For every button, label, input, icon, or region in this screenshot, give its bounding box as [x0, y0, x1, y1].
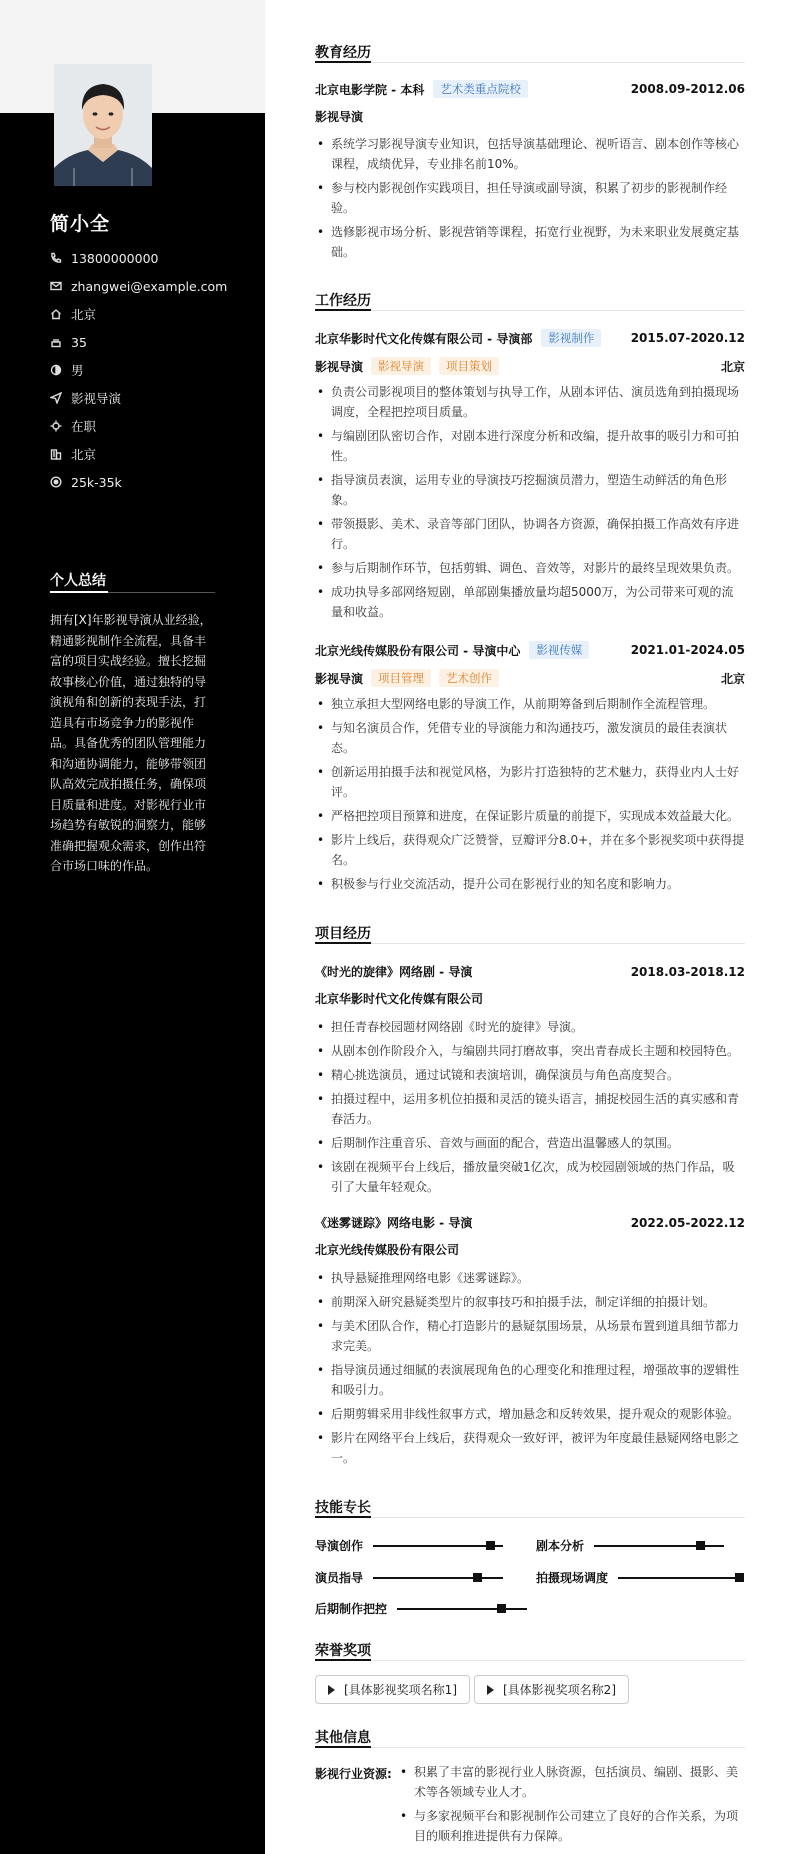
divider-accent [315, 942, 371, 944]
list-item: • 创新运用拍摄手法和视觉风格，为影片打造独特的艺术魅力，获得业内人士好评。 [315, 762, 745, 802]
contact-text: 在职 [71, 419, 97, 434]
contact-gender [50, 360, 250, 380]
divider [315, 1747, 745, 1748]
skill-item [315, 1537, 503, 1554]
phone-icon [50, 252, 62, 264]
skill-knob [486, 1541, 495, 1550]
education-major-row [315, 108, 745, 125]
skill-bar [373, 1577, 503, 1579]
award-name: [具体影视奖项名称2] [503, 1683, 616, 1697]
list-item: • 带领摄影、美术、录音等部门团队，协调各方资源，确保拍摄工作高效有序进行。 [315, 514, 745, 554]
job-bullets [315, 694, 745, 898]
section-title-skills: 技能专长 [315, 1500, 371, 1516]
contact-age [50, 332, 250, 352]
list-item: • 后期制作注重音乐、音效与画面的配合，营造出温馨感人的氛围。 [315, 1133, 745, 1153]
play-icon [328, 1685, 335, 1695]
award-chip[interactable] [315, 1675, 470, 1704]
job-skill-tag: 项目管理 [371, 669, 431, 687]
skill-name: 后期制作把控 [315, 1602, 388, 1616]
list-item: • 独立承担大型网络电影的导演工作，从前期筹备到后期制作全流程管理。 [315, 694, 745, 714]
list-item: • 负责公司影视项目的整体策划与执导工作，从剧本评估、演员选角到拍摄现场调度，全程把控项目质量。 [315, 382, 745, 422]
project-bullets [315, 1017, 745, 1201]
contact-text: 北京 [71, 307, 97, 322]
section-title-honors: 荣誉奖项 [315, 1643, 371, 1659]
section-title-other: 其他信息 [315, 1730, 371, 1746]
divider-accent [315, 1746, 371, 1748]
contact-text: 男 [71, 363, 84, 378]
skill-item [536, 1569, 744, 1586]
job-role: 影视导演 [315, 359, 364, 374]
list-item: • 指导演员表演，运用专业的导演技巧挖掘演员潜力，塑造生动鲜活的角色形象。 [315, 470, 745, 510]
contact-city [50, 444, 250, 464]
other-label: 影视行业资源: [315, 1767, 392, 1781]
project-header [315, 963, 745, 980]
skill-bar [397, 1608, 527, 1610]
status-icon [50, 420, 62, 432]
list-item: • 拍摄过程中，运用多机位拍摄和灵活的镜头语言，捕捉校园生活的真实感和青春活力。 [315, 1089, 745, 1129]
play-icon [487, 1685, 494, 1695]
school-tag: 艺术类重点院校 [433, 80, 528, 98]
education-bullets [315, 134, 745, 266]
job-date: 2015.07-2020.12 [630, 331, 745, 345]
list-item: • 参与后期制作环节，包括剪辑、调色、音效等，对影片的最终呈现效果负责。 [315, 558, 745, 578]
skill-bar [373, 1545, 503, 1547]
divider-accent [315, 1516, 371, 1518]
contact-phone [50, 248, 250, 268]
contact-location [50, 304, 250, 324]
list-item: • 前期深入研究悬疑类型片的叙事技巧和拍摄手法，制定详细的拍摄计划。 [315, 1292, 745, 1312]
list-item: • 后期剪辑采用非线性叙事方式，增加悬念和反转效果，提升观众的观影体验。 [315, 1404, 745, 1424]
list-item: • 严格把控项目预算和进度，在保证影片质量的前提下，实现成本效益最大化。 [315, 806, 745, 826]
contact-text: 25k-35k [71, 474, 122, 490]
list-item: • 积累了丰富的影视行业人脉资源，包括演员、编剧、摄影、美术等各领域专业人才。 [396, 1762, 746, 1802]
job-company: 北京华影时代文化传媒有限公司 - 导演部 [315, 331, 533, 346]
education-header [315, 80, 745, 98]
skill-bar [594, 1545, 724, 1547]
building-icon [50, 448, 62, 460]
job-header [315, 641, 745, 659]
list-item: • 成功执导多部网络短剧，单部剧集播放量均超5000万，为公司带来可观的流量和收益。 [315, 582, 745, 622]
contact-email [50, 276, 250, 296]
list-item: • 与美术团队合作，精心打造影片的悬疑氛围场景，从场景布置到道具细节都力求完美。 [315, 1316, 745, 1356]
divider-accent [315, 309, 371, 311]
project-header [315, 1214, 745, 1231]
section-title-projects: 项目经历 [315, 926, 371, 942]
avatar [54, 64, 152, 186]
skill-name: 剧本分析 [536, 1539, 585, 1553]
list-item: • 选修影视市场分析、影视营销等课程，拓宽行业视野，为未来职业发展奠定基础。 [315, 222, 745, 262]
cake-icon [50, 336, 62, 348]
project-company-row [315, 990, 745, 1007]
skill-knob [473, 1573, 482, 1582]
job-bullets [315, 382, 745, 626]
list-item: • 执导悬疑推理网络电影《迷雾谜踪》。 [315, 1268, 745, 1288]
list-item: • 积极参与行业交流活动，提升公司在影视行业的知名度和影响力。 [315, 874, 745, 894]
send-icon [50, 392, 62, 404]
project-name: 《时光的旋律》网络剧 - 导演 [315, 965, 473, 979]
divider [315, 62, 745, 63]
skill-name: 导演创作 [315, 1539, 364, 1553]
skill-knob [497, 1604, 506, 1613]
contact-salary [50, 472, 250, 492]
job-skill-tag: 项目策划 [439, 357, 499, 375]
contact-text: 35 [71, 334, 87, 350]
job-company: 北京光线传媒股份有限公司 - 导演中心 [315, 643, 521, 658]
list-item: • 指导演员通过细腻的表演展现角色的心理变化和推理过程，增强故事的逻辑性和吸引力。 [315, 1360, 745, 1400]
contact-text: 影视导演 [71, 391, 122, 406]
salary-icon [50, 476, 62, 488]
skill-name: 拍摄现场调度 [536, 1571, 609, 1585]
summary-title: 个人总结 [50, 573, 106, 589]
education-date: 2008.09-2012.06 [630, 82, 745, 96]
list-item: • 系统学习影视导演专业知识，包括导演基础理论、视听语言、剧本创作等核心课程，成绩优异，专业排名前10%。 [315, 134, 745, 174]
project-date: 2018.03-2018.12 [630, 964, 745, 979]
list-item: • 担任青春校园题材网络剧《时光的旋律》导演。 [315, 1017, 745, 1037]
divider-accent [315, 61, 371, 63]
divider-accent [50, 591, 108, 593]
project-company-row [315, 1241, 745, 1258]
skill-knob [735, 1573, 744, 1582]
skill-bar [618, 1577, 744, 1579]
mail-icon [50, 280, 62, 292]
major: 影视导演 [315, 110, 364, 124]
summary-text: 拥有[X]年影视导演从业经验，精通影视制作全流程，具备丰富的项目实战经验。擅长挖掘故事核心价值，通过独特的导演视角和创新的表现手法，打造具有市场竞争力的影视作品。具备优秀的团队管理能力和沟通协调能力，能够带领团队高效完成拍摄任务，确保项目质量和进度。对影视行业市场趋势有敏锐的洞察力，能够准确把握观众需求，创作出符合市场口味的作品。 [50, 613, 212, 873]
job-role-row [315, 357, 745, 375]
other-list [396, 1762, 746, 1850]
project-bullets [315, 1268, 745, 1472]
job-tag: 影视制作 [541, 329, 601, 347]
skill-item [315, 1569, 503, 1586]
list-item: • 精心挑选演员，通过试镜和表演培训，确保演员与角色高度契合。 [315, 1065, 745, 1085]
gender-icon [50, 364, 62, 376]
job-skill-tag: 影视导演 [371, 357, 431, 375]
job-role-row [315, 669, 745, 687]
list-item: • 与多家视频平台和影视制作公司建立了良好的合作关系，为项目的顺利推进提供有力保障。 [396, 1806, 746, 1846]
divider [315, 1517, 745, 1518]
list-item: • 该剧在视频平台上线后，播放量突破1亿次，成为校园剧领域的热门作品，吸引了大量年轻观众。 [315, 1157, 745, 1197]
project-name: 《迷雾谜踪》网络电影 - 导演 [315, 1216, 473, 1230]
divider-accent [315, 1659, 371, 1661]
skill-knob [696, 1541, 705, 1550]
contact-text: 13800000000 [71, 250, 159, 266]
job-role: 影视导演 [315, 671, 364, 686]
divider [315, 943, 745, 944]
section-title-work: 工作经历 [315, 293, 371, 309]
list-item: • 从剧本创作阶段介入，与编剧共同打磨故事，突出青春成长主题和校园特色。 [315, 1041, 745, 1061]
skill-name: 演员指导 [315, 1571, 364, 1585]
list-item: • 影片上线后，获得观众广泛赞誉，豆瓣评分8.0+，并在多个影视奖项中获得提名。 [315, 830, 745, 870]
project-company: 北京光线传媒股份有限公司 [315, 1243, 460, 1257]
job-date: 2021.01-2024.05 [630, 643, 745, 657]
contact-position [50, 388, 250, 408]
section-title-education: 教育经历 [315, 45, 371, 61]
job-header [315, 329, 745, 347]
home-icon [50, 308, 62, 320]
award-name: [具体影视奖项名称1] [344, 1683, 457, 1697]
skill-item [315, 1600, 527, 1617]
job-location: 北京 [720, 359, 745, 374]
list-item: • 参与校内影视创作实践项目，担任导演或副导演，积累了初步的影视制作经验。 [315, 178, 745, 218]
contact-text: zhangwei@example.com [71, 278, 228, 294]
divider [315, 310, 745, 311]
profile-name: 简小全 [50, 213, 111, 235]
project-date: 2022.05-2022.12 [630, 1215, 745, 1230]
divider [315, 1660, 745, 1661]
list-item: • 与知名演员合作，凭借专业的导演能力和沟通技巧，激发演员的最佳表演状态。 [315, 718, 745, 758]
skill-item [536, 1537, 724, 1554]
list-item: • 与编剧团队密切合作，对剧本进行深度分析和改编，提升故事的吸引力和可拍性。 [315, 426, 745, 466]
contact-status [50, 416, 250, 436]
project-company: 北京华影时代文化传媒有限公司 [315, 992, 484, 1006]
job-location: 北京 [720, 671, 745, 686]
contact-text: 北京 [71, 447, 97, 462]
school-name: 北京电影学院 - 本科 [315, 82, 425, 97]
list-item: • 影片在网络平台上线后，获得观众一致好评，被评为年度最佳悬疑网络电影之一。 [315, 1428, 745, 1468]
job-skill-tag: 艺术创作 [439, 669, 499, 687]
job-tag: 影视传媒 [529, 641, 589, 659]
award-chip[interactable] [474, 1675, 629, 1704]
